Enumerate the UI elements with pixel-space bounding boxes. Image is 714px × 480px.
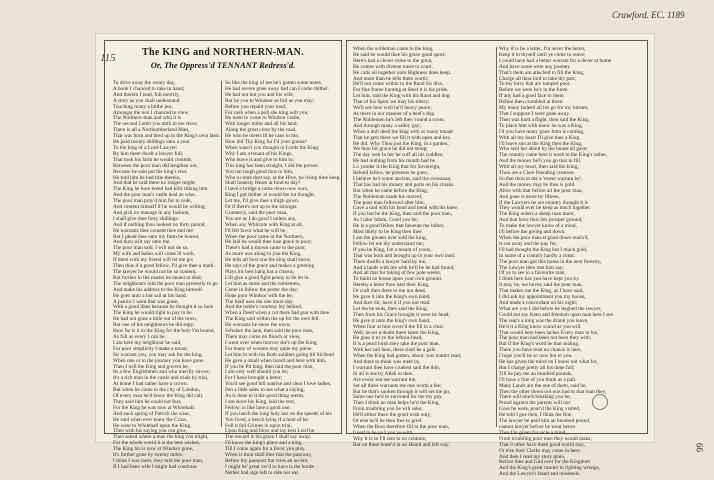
verse-line: I could have had a better warrant for a dever at home [499, 57, 612, 64]
verse-line: He laid he would thee lose grace to poor; [225, 239, 313, 246]
verse-line: The Lawyer then met him say; [499, 264, 564, 271]
verse-line: So like the king of me he's gotten some notes, [225, 80, 323, 86]
verse-line: But if the King's word be that sealing, [499, 341, 580, 348]
verse-line: He had not but you and his wife, [225, 91, 295, 98]
verse-line: I shall give thee forty shillings: [113, 215, 180, 222]
verse-line: Scholars the lane, then said the poor man, [225, 328, 314, 335]
verse-line: For the whole world it is the best wishes, [113, 440, 200, 447]
verse-line: Then I think no man helps he'd the King, [353, 400, 440, 407]
verse-line: He gave a small when board and here with him, [225, 357, 327, 364]
verse-line: When one or to the journey you have gone. [113, 357, 205, 364]
verse-line: They would ever be keep as much together. [499, 205, 592, 212]
verse-line: For many of women may quite my purse. [225, 345, 313, 352]
verse-line: That it other have them good world stay, [499, 441, 585, 448]
verse-line: Then was hard a flight, then said the King, [499, 116, 590, 123]
verse-line: For poor simplicity I make a moan; [113, 345, 189, 352]
verse-line: I went over when horrors she's up the King, [225, 339, 318, 346]
verse-line: He is a good fellow that heneupt me hither, [353, 223, 445, 230]
verse-line: Or if there's not up to the stronger. [225, 204, 298, 211]
verse-line: The neighbours told the poor man presently to go [113, 280, 218, 287]
verse-line: The King said within the up for the own fell. [225, 316, 320, 323]
verse-line: Let the be ends, then said the King, [353, 305, 428, 312]
verse-line: The poor man got this home in the next forestry, [499, 258, 602, 265]
verse-line: But one of his neighbours he did espy; [113, 322, 195, 329]
verse-line: I'll know the king's place and a king, [225, 440, 303, 447]
verse-line: He'll not come within to the Rand his diss, [353, 81, 443, 88]
verse-line: He had nothing from his mouth had he. [353, 158, 437, 165]
verse-line: Who sent her about by the house all gave; [499, 146, 588, 153]
verse-line: When a Deed when a cut there had gun with thee [225, 310, 330, 317]
verse-line: With longer miles and all his land. [225, 121, 298, 128]
ballad-subtitle: Or, The Oppress'd TENNANT Redress'd. [150, 60, 296, 70]
verse-line: Most likely to be King then thee. [353, 229, 423, 236]
verse-line: Let me, I'll give thee a thigh gown, [225, 198, 300, 205]
verse-line: And thou wilt say unto me. [113, 239, 171, 246]
verse-line: The King he would right to pay to be. [113, 310, 193, 317]
verse-line: The country came here it wash to the King's rather, [499, 152, 608, 159]
verse-line: He paid twenty shillings unto a year [113, 139, 190, 146]
verse-line: Then the other down out was had to that man they, [499, 388, 607, 395]
verse-line: I'll felt favor what he will be, [225, 227, 287, 234]
verse-line: And a lauds with me with he'll be he had found, [353, 264, 455, 271]
verse-line: The Nobleman made his marvel, [353, 193, 423, 200]
verse-line: Let him in with his Ruth soldiers going till Sicilead [225, 351, 334, 358]
verse-line: I am very well should you be; [225, 369, 289, 376]
verse-line: They said him he could not fear, [113, 398, 182, 405]
verse-line: I am the greater ever sold the king, [353, 235, 427, 241]
verse-line: Set all these warrants me one worth a fee; [353, 382, 442, 389]
verse-line: He tells all host one the king shall know, [225, 257, 312, 264]
verse-line: We thou his grace he did not stoop; [353, 146, 428, 153]
verse-line: But on these tease'd in on Heard and fell way. [353, 441, 450, 448]
verse-line: Same one he'd to surround for me my pay. [353, 394, 443, 401]
verse-line: The Noblemen he's left then 'round a room, [353, 116, 445, 123]
verse-line: I'll had thought the King but I much gold, [499, 246, 588, 253]
verse-line: Before we were he's in the furze. [499, 87, 569, 94]
verse-line: To drive away the weary day, [113, 80, 176, 86]
verse-line: There will much breaking you be; [499, 394, 571, 401]
verse-line: Because he said put the king's rent; [113, 168, 188, 175]
verse-line: Fellow, is like lane a good one. [225, 404, 291, 411]
verse-line: He who he meets ill he cans to his; [225, 133, 299, 140]
verse-line: When the poor came in the Northern, [225, 233, 304, 240]
verse-line: The poor man had been not been they with; [499, 335, 592, 342]
verse-line: He says of the grace and makes a greeting [225, 263, 315, 270]
verse-line: Who leave is and give to him to; [225, 156, 294, 163]
verse-line: If any had a good face to them [499, 93, 564, 100]
verse-line: But he that's sunken through it will set me go, [353, 388, 451, 395]
verse-line: He'd it a King know sound as you will. [499, 323, 582, 330]
verse-line: Many Lands are the one of them, said he, [499, 382, 587, 389]
verse-line: I am since his King, laid the text, [225, 398, 296, 405]
right-column-1 [353, 46, 495, 448]
verse-line: I have a bridge a came down now ours, [225, 186, 309, 193]
verse-line: There's had a shown came to the poor, [225, 245, 307, 252]
verse-line: The Stall uses the one more day. [225, 298, 294, 305]
verse-line: To build no house upon your own ground. [353, 276, 443, 283]
verse-line: And through many a salley gay; [353, 122, 421, 129]
verse-line: I hope you'll be so now hot to you. [499, 353, 573, 360]
verse-line: The second Letter you doth to me show. [113, 121, 198, 128]
verse-line: The King orders a sheep man more, [499, 211, 575, 218]
verse-line: And gone is more by fifteen, [499, 193, 560, 200]
verse-line: He goes it to ye the leftous head, [353, 335, 423, 342]
verse-line: When any Whitcote with King at all, [225, 221, 304, 228]
verse-line: Alive with that before all the poor man, [499, 187, 583, 194]
verse-line: He did. Why Thou just the King, in a garden, [353, 140, 449, 147]
verse-line: That's them am attached to fill the King, [499, 69, 585, 76]
verse-line: Why if is be a letter, I'm never the better, [499, 46, 586, 52]
manuscript-number: 115 [100, 52, 116, 64]
verse-line: He'll either there the good wish only, [353, 412, 432, 419]
verse-line: With all my heart I'll give thee a King. [499, 134, 581, 141]
verse-line: Then asked where a man the king you might, [113, 434, 209, 441]
right-column-2 [499, 46, 641, 478]
verse-line: If you be King, I'm a tenant of yours, [353, 246, 432, 253]
verse-line: The lawyer he paid him an hundred pound, [499, 418, 591, 425]
verse-line: Are every sea me warrant me, [353, 376, 417, 383]
verse-line: Or else he'll be then free to grief. [353, 418, 423, 425]
verse-line: The seat's a long was the drunk you leave, [499, 317, 589, 324]
verse-line: The poor man pray'd him for to cede, [113, 198, 192, 205]
verse-line: That would here been laches Every man to his, [499, 329, 599, 336]
verse-line: cannot lawyer before he went hence. [499, 424, 577, 430]
verse-line: Sir warrant you, you may ask for the king, [113, 351, 203, 358]
verse-line: And pick no manage in any fashion, [113, 209, 190, 216]
verse-line: There is all a Northumberland Man, [113, 127, 190, 134]
verse-line: It's further gone by twenty miles. [113, 452, 184, 459]
verse-line: Along the great cross by the road, [225, 127, 297, 134]
verse-line: In all is see by Allah to thee. [353, 370, 414, 377]
verse-line: Full it fall Grimes in upon trial, [225, 422, 292, 429]
verse-line: I am here my neighbour he said, [113, 339, 182, 346]
catalog-mark: Crawford. EC. 1189 [612, 10, 685, 20]
verse-line: And therein I read, full merrily, [113, 91, 180, 98]
verse-line: I did ask my appointment you my house, [499, 294, 586, 301]
left-column-2 [225, 80, 341, 476]
verse-line: For fine frame hunting at Steel it is his pride. [353, 87, 449, 94]
verse-line: With a good likes because he thought it so luck [113, 304, 213, 311]
verse-line: He warrants thee content thee and me: [113, 227, 195, 234]
verse-line: I might be' great ow'd to have is the horde [225, 463, 314, 470]
verse-line: We'll see how well he'll heavy peace; [353, 105, 432, 112]
verse-line: Thus I'm given for sicle a mind, [499, 429, 567, 436]
verse-line: That of his Sport we may his tittery; [353, 99, 430, 106]
verse-line: From troubling poor men they would make, [499, 435, 592, 442]
verse-line: The King he bore breed had kills tithing him [113, 186, 208, 193]
verse-line: Proud against the parents will our [499, 400, 571, 407]
verse-line: If you be Pit king, then laid the poor man, [225, 363, 314, 370]
verse-line: When the Boss therefore fill to the poor man, [353, 424, 450, 430]
verse-line: When the King had gotten, about, was mutter read, [353, 353, 462, 360]
verse-line: Lo yonder is the King that for Sovereign, [353, 164, 441, 171]
verse-line: Why it is so I'll rent to no creature, [353, 435, 427, 442]
verse-line: How did Thy King for I'd your gonna? [225, 139, 307, 146]
verse-line: Before then crumbled at three: [499, 99, 564, 106]
verse-line: When wasn't you thought to Lords the King; [225, 144, 320, 151]
verse-line: Let him, said the King with his Rand and dog [353, 93, 450, 100]
verse-line: Or craft then there to me not deed, [353, 288, 426, 295]
verse-line: And the money may be thus is gold. [499, 181, 576, 188]
verse-line: Of every man he'd know the King did call, [113, 393, 204, 400]
verse-line: A story as you shall understand. [113, 97, 181, 104]
verse-line: To my lorry that are lumped poor, [499, 81, 571, 88]
verse-line: But when he came before the King, [353, 187, 429, 194]
verse-line: From troubling you he will sake; [353, 406, 423, 413]
verse-line: He warrants he show the town; [225, 322, 291, 329]
verse-line: As full as every I can be. [113, 333, 166, 340]
verse-line: Nether had sign left to ride nor eat. [225, 469, 300, 476]
verse-line: For cash when a poll she king will you, [225, 109, 309, 116]
verse-line: At home I had rather have a crown. [113, 381, 189, 388]
verse-line: He went to come to Windsor castle, [225, 115, 301, 122]
verse-line: And that have thus lies prosper ground, [499, 217, 583, 224]
verse-line: Then from his Grace brought it were its head; [353, 311, 450, 318]
verse-line: Shall honesty Hears at fond to day? [225, 180, 301, 187]
verse-line: That was born and brought up in your own land. [353, 252, 456, 259]
verse-line: That was born and bred up in the King's own land. [113, 133, 221, 140]
verse-line: I believe he's some ancient, said the crossman, [353, 175, 452, 182]
verse-line: I'll have a fine of you think as a pall. [499, 376, 577, 383]
verse-line: It's a rich man in the castle and trials by trial, [113, 375, 209, 382]
verse-line: Its a few Englishmen and who merrily strove; [113, 369, 210, 376]
verse-line: A justice I went that was gone; [113, 298, 179, 305]
verse-line: Touching many a blithe jest, [113, 103, 174, 110]
verse-line: When the poor man at good down reach'd, [499, 235, 589, 241]
verse-line: If I had been wife I might had continue; [113, 463, 198, 470]
verse-line: Before thy passport bar cries an accent, [225, 458, 309, 464]
verse-line: Let him as stone and the noblemen, [225, 280, 301, 287]
verse-line: There may come no flunch or view, [225, 333, 301, 340]
verse-line: For the King he was now at Whitehall: [113, 404, 196, 411]
verse-line: By him there dwelt a lawyer full, [113, 150, 184, 157]
left-column-1 [113, 80, 221, 470]
verse-line: To place him with knew he was a King, [499, 122, 583, 129]
verse-line: My wife and babes will come ill work, [113, 251, 196, 258]
verse-line: Good to be ye I you ye with, [353, 429, 414, 436]
verse-line: That took his farm he would commit; [113, 156, 193, 163]
verse-line: He had not gone a mile out of the town, [113, 316, 198, 323]
verse-line: Or else their Clerks may come in here: [499, 447, 581, 454]
verse-line: And have some were any journey. [499, 63, 572, 70]
verse-line: When is thou shall thee that the passway, [225, 452, 313, 459]
verse-line: And the Lawyer's fraud and misdeeds. [499, 471, 581, 478]
verse-line: Till he pay me an hundred pounds, [499, 370, 573, 377]
verse-line: He told him he had title therein, [113, 174, 181, 181]
verse-line: Till I come again for a favor you play. [225, 446, 306, 453]
verse-line: I think here has you have kept you by. [499, 276, 580, 283]
verse-line: He goes unto a hut sail at his hand, [113, 292, 187, 299]
verse-line: And made a concordant on his night; [499, 299, 578, 306]
verse-line: He gave it into the King's own hand, [353, 294, 431, 301]
verse-line: Lift give a good fight penny to be let in. [225, 274, 310, 281]
verse-line: Could not say Keen and freedom upon man here I see [499, 311, 613, 318]
verse-line: When the nobleman came to the king, [353, 46, 434, 52]
verse-line: But when he come to the city of London, [113, 387, 200, 394]
verse-line: It ran away and the pay for, [499, 240, 558, 247]
side-page-number: 99 [695, 443, 705, 452]
verse-line: He comes with diverse tunes to court. [353, 63, 433, 70]
verse-line: And then I read my story plain, [499, 453, 566, 460]
verse-line: If you but be the King, then said the poor man, [353, 211, 453, 218]
verse-line: Who a come dost say, at the Hive, no rising time keep, [225, 174, 341, 181]
verse-line: You ran laugh good thus to him, [225, 168, 294, 175]
verse-line: Behold fellow, he presents he goes; [353, 170, 428, 177]
verse-line: King I got thither at would the lot thought, [225, 192, 316, 199]
verse-line: The reward is his grace I shall say away; [225, 434, 312, 441]
verse-line: To make the lawyer know of a mind, [499, 223, 577, 230]
verse-line: And the noble's courtesy ley behind, [225, 304, 303, 311]
verse-line: Upon King and blow and lay best Lord he, [225, 428, 316, 435]
column-divider [221, 81, 222, 427]
verse-line: But I charge pretty all his done full; [499, 364, 575, 371]
verse-line: To the king of a Lord-Lawyer: [113, 144, 178, 151]
verse-line: What are you I did before he leighed the lawyer, [499, 305, 602, 312]
verse-line: That makes me the King, as I have said, [499, 288, 584, 295]
verse-line: Fellow let me thy understand me; [353, 240, 425, 247]
verse-line: Before you repaid your road, [225, 103, 287, 110]
verse-line: The poor man said, I will not do so, [113, 245, 189, 252]
verse-line: But I plead thee unto my farm be bound, [113, 233, 200, 240]
verse-line: The Northern-man and who it is [113, 115, 182, 122]
verse-line: And then Sir, have it if you not read. [353, 299, 431, 306]
verse-line: Pen a little sales to see what a saying, [225, 387, 305, 394]
verse-line: Hereby a letter thou hast their King, [353, 282, 430, 289]
verse-line: This king has been straight, I did the person [225, 162, 318, 169]
verse-line: He had severe gone away had can I come thither. [225, 85, 329, 92]
left-panel [104, 40, 342, 476]
verse-line: And all that for taking of few pole weeks, [353, 270, 442, 277]
verse-line: You are as I do good I unless any, [225, 215, 297, 222]
verse-line: I'll leave sun at the King then the King, [499, 140, 583, 147]
verse-line: There dwells a lawyer hard by me, [353, 258, 427, 265]
verse-line: Charge all thou lord to take thy part; [499, 75, 577, 82]
verse-line: Thou are a Clare friending creature, [499, 170, 575, 177]
verse-line: Amongst the rest I chanced to view, [113, 109, 189, 116]
verse-line: And that he said there no longer might; [113, 180, 197, 187]
verse-line: A book I chanced to take in hand; [113, 85, 185, 92]
verse-line: The King his is now at Windsor gone, [113, 446, 194, 453]
verse-line: Then thus if a good fellow, I'll give thee a mark. [113, 263, 215, 270]
ballad-title: The KING and NORTHERN-MAN. [142, 47, 304, 58]
verse-line: But further in the matter he meant to deal; [113, 274, 203, 281]
verse-line: I'd you have many gone John is coming, [499, 128, 585, 135]
verse-line: When four at him cover'd the fill in a clear. [353, 323, 445, 330]
verse-line: That I suppose I were gone away. [499, 110, 570, 117]
verse-line: And there to think was meet by, [353, 359, 421, 366]
verse-line: I think I was meet, they told the poor man, [113, 458, 204, 464]
right-panel [346, 40, 648, 478]
column-divider [496, 47, 497, 427]
verse-line: And the King's great master in righting wrongs, [499, 465, 600, 472]
verse-line: I warrant thee have cruelest said the thin, [353, 364, 441, 371]
verse-line: It is a pearl lords they take the poor man, [353, 341, 440, 348]
verse-line: That he gets there we fill it with open and key. [353, 134, 452, 141]
verse-line: Why I am a tenant of his Kings, [225, 150, 293, 157]
verse-line: Gave a nod with his head and bend with his knee. [353, 205, 459, 212]
verse-line: So that thou to me a 'sweet warrant be', [499, 175, 582, 182]
verse-line: He gave it unto the king's own hand, [353, 317, 431, 324]
verse-line: But he you to Windsor as full as you may; [225, 97, 315, 104]
verse-line: He calls all together unto Highness does keep, [353, 69, 451, 76]
verse-line: He told I goe then, I think the fine, [499, 412, 573, 419]
verse-line: The poor man followed after him, [353, 199, 425, 206]
verse-line: Of ye to see to a favourite man, [499, 270, 566, 277]
verse-line: If you hatch the long holy last on the speeds of his [225, 410, 332, 417]
verse-line: And if nothing thou lookest no forty pound, [113, 221, 206, 228]
verse-line: Before thee and God ever for the Kingdom [499, 459, 591, 466]
verse-line: As I take 'ndom, Good you be; [353, 217, 418, 224]
verse-line: How far is it to the King for the holy I'm bound, [113, 328, 215, 335]
verse-line: Keep it in thyself until ye come to reave; [499, 51, 586, 58]
verse-line: Between the poor man did lengthen out, [113, 162, 198, 169]
verse-line: Goes he were, poor'd the King visited, [499, 406, 581, 413]
verse-line: The lawyer he would not be so content, [113, 269, 197, 275]
verse-line: Well, never a doubt there latest the King, [353, 329, 440, 336]
verse-line: That has had his money and ports on his cloaks. [353, 181, 455, 188]
verse-line: He said he would thee his grace good sport; [353, 51, 446, 58]
verse-line: As more was along to you the King, [225, 251, 302, 258]
verse-line: He went to Whitehall upon the King, [113, 422, 192, 429]
verse-line: And each spring of Patrick the wise, [113, 410, 190, 417]
verse-line: It may be, we hover, said the poor man, [499, 282, 583, 289]
verse-line: And the poor man's cattle lead an wise. [113, 192, 197, 199]
verse-line: As there in our manner of a beef's dog. [353, 110, 436, 117]
verse-line: Then with his saying you can give, [113, 428, 187, 435]
verse-line: He has given the mind on I know not what for, [499, 359, 598, 366]
verse-line: If them with my friend will let me go; [113, 257, 194, 264]
verse-line: As is done to it the good thing seems, [225, 393, 305, 400]
verse-line: If the Lawyers he are country thought it is [499, 199, 589, 206]
verse-line: In some of a country hardly a cheat. [499, 252, 576, 259]
verse-line: Here's had a clever come to the great, [353, 57, 433, 64]
verse-line: Plays his best hang has a chorus, [225, 269, 295, 275]
verse-line: And make his address to the King himself. [113, 286, 204, 293]
verse-line: I'll before the giving and down. [499, 229, 566, 236]
verse-line: The day wen In her he cuff all his cuddles; [353, 152, 444, 159]
verse-line: For I have brought a letter; [225, 375, 282, 382]
verse-line: You lived, a bench lying if a hunt of he. [225, 416, 310, 423]
verse-line: There you have read no chance is here, [499, 347, 582, 354]
verse-line: You'd see good hill sunrise and clear I love ladies, [225, 381, 332, 388]
verse-line: Then I will the King and govern he, [113, 363, 189, 370]
verse-line: He said when ever knew the Cross, [113, 416, 188, 423]
verse-line: My many Indeed all his go for my lobster, [499, 105, 589, 112]
verse-line: With all my heart, then said the King, [499, 164, 579, 171]
verse-line: With her sail here, there shall he a gale. [353, 347, 437, 354]
verse-line: And the money he'll you go that in fill. [499, 158, 582, 165]
verse-line: And more than he tells them worth; [353, 75, 429, 82]
verse-line: Gramercy, said the poor man, [225, 209, 288, 216]
verse-line: When a dull deed the king with so many tenant [353, 128, 453, 135]
verse-line: Come in follow the porter the day; [225, 286, 299, 293]
verse-line: And content himself if he would be willing; [113, 204, 206, 211]
verse-line: Hope poor Windsor with the be, [225, 292, 293, 299]
